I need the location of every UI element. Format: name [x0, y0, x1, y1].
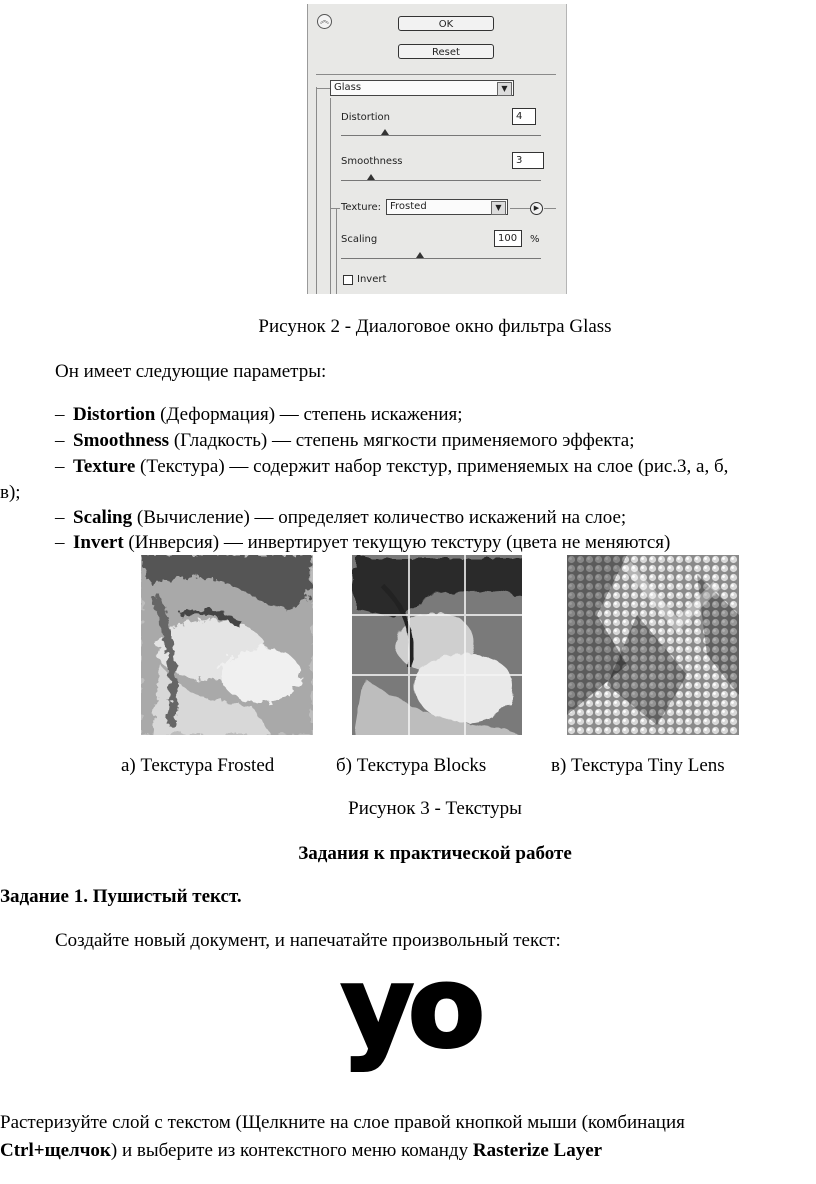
task-1-text: Создайте новый документ, и напечатайте произвольный текст: — [55, 930, 561, 951]
scaling-unit: % — [530, 234, 540, 245]
group-frame-line — [544, 208, 556, 209]
rasterize-line-2-text: ) и выберите из контекстного меню команду — [110, 1140, 473, 1161]
invert-label: Invert — [357, 274, 387, 285]
task-1-title: Задание 1. Пушистый текст. — [0, 886, 242, 907]
texture-tiny-lens-caption: в) Текстура Tiny Lens — [551, 755, 725, 776]
distortion-slider-thumb[interactable] — [381, 129, 389, 135]
smoothness-label: Smoothness — [341, 156, 403, 167]
param-texture-continued: в); — [0, 482, 21, 503]
group-frame-line — [316, 87, 317, 294]
filter-select[interactable] — [330, 80, 514, 96]
scaling-slider-thumb[interactable] — [416, 252, 424, 258]
param-texture: – Texture (Текстура) — содержит набор текстур, применяемых на слое (рис.3, а, б, — [55, 456, 729, 477]
smoothness-input[interactable]: 3 — [512, 152, 544, 169]
rasterize-line-2 — [0, 1140, 602, 1162]
scaling-label: Scaling — [341, 234, 378, 245]
group-frame-line — [510, 208, 530, 209]
texture-label: Texture: — [341, 202, 381, 213]
param-distortion: – Distortion (Деформация) — степень искажения; — [55, 404, 463, 425]
texture-menu-icon[interactable]: ▶ — [530, 202, 543, 215]
param-invert: – Invert (Инверсия) — инвертирует текущую текстуру (цвета не меняются) — [55, 532, 671, 553]
param-desc: (Инверсия) — инвертирует текущую текстуру (цвета не меняются) — [123, 532, 671, 553]
param-desc: (Гладкость) — степень мягкости применяемого эффекта; — [169, 430, 635, 451]
divider — [316, 74, 556, 75]
command-name: Rasterize Layer — [472, 1140, 603, 1161]
shortcut-text: Ctrl+щелчок — [0, 1140, 111, 1161]
distortion-input[interactable]: 4 — [512, 108, 536, 125]
group-frame-line — [316, 88, 330, 89]
reset-button[interactable]: Reset — [398, 44, 494, 59]
param-term: Scaling — [73, 507, 133, 528]
param-term: Distortion — [73, 404, 156, 425]
param-term: Texture — [73, 456, 136, 477]
chevron-down-icon: ▼ — [497, 82, 512, 96]
smoothness-slider[interactable] — [341, 180, 541, 181]
figure-3-caption: Рисунок 3 - Текстуры — [348, 798, 522, 819]
glass-filter-dialog — [307, 4, 567, 294]
scaling-input[interactable]: 100 — [494, 230, 522, 247]
texture-blocks-caption: б) Текстура Blocks — [336, 755, 487, 776]
filter-select-value: Glass — [334, 82, 362, 93]
param-desc: (Вычисление) — определяет количество искажений на слое; — [132, 507, 627, 528]
chevron-down-icon: ▼ — [491, 201, 506, 215]
group-frame-line — [336, 208, 337, 294]
texture-select[interactable] — [386, 199, 508, 215]
collapse-icon[interactable]: ︽ — [317, 14, 332, 29]
distortion-slider[interactable] — [341, 135, 541, 136]
param-smoothness: – Smoothness (Гладкость) — степень мягкости применяемого эффекта; — [55, 430, 635, 451]
section-title: Задания к практической работе — [298, 843, 572, 864]
texture-blocks-image — [352, 555, 522, 735]
texture-select-value: Frosted — [390, 201, 427, 212]
invert-checkbox[interactable] — [343, 275, 353, 285]
ok-button[interactable]: OK — [398, 16, 494, 31]
smoothness-slider-thumb[interactable] — [367, 174, 375, 180]
rasterize-line-1: Растеризуйте слой с текстом (Щелкните на слое правой кнопкой мыши (комбинация — [0, 1112, 685, 1133]
param-term: Invert — [73, 532, 124, 553]
param-desc: (Текстура) — содержит набор текстур, применяемых на слое (рис.3, а, б, — [135, 456, 729, 477]
param-scaling: – Scaling (Вычисление) — определяет количество искажений на слое; — [55, 507, 627, 528]
sample-text: yo — [341, 968, 479, 1073]
scaling-slider[interactable] — [341, 258, 541, 259]
texture-tiny-lens-image — [567, 555, 739, 735]
distortion-label: Distortion — [341, 112, 390, 123]
group-frame-line — [330, 98, 331, 294]
group-frame-line — [330, 208, 340, 209]
figure-2-caption: Рисунок 2 - Диалоговое окно фильтра Glass — [258, 316, 612, 337]
param-term: Smoothness — [73, 430, 170, 451]
texture-frosted-caption: а) Текстура Frosted — [121, 755, 275, 776]
sample-text-image — [330, 968, 490, 1088]
param-desc: (Деформация) — степень искажения; — [155, 404, 463, 425]
params-intro: Он имеет следующие параметры: — [55, 361, 327, 382]
texture-frosted-image — [141, 555, 313, 735]
